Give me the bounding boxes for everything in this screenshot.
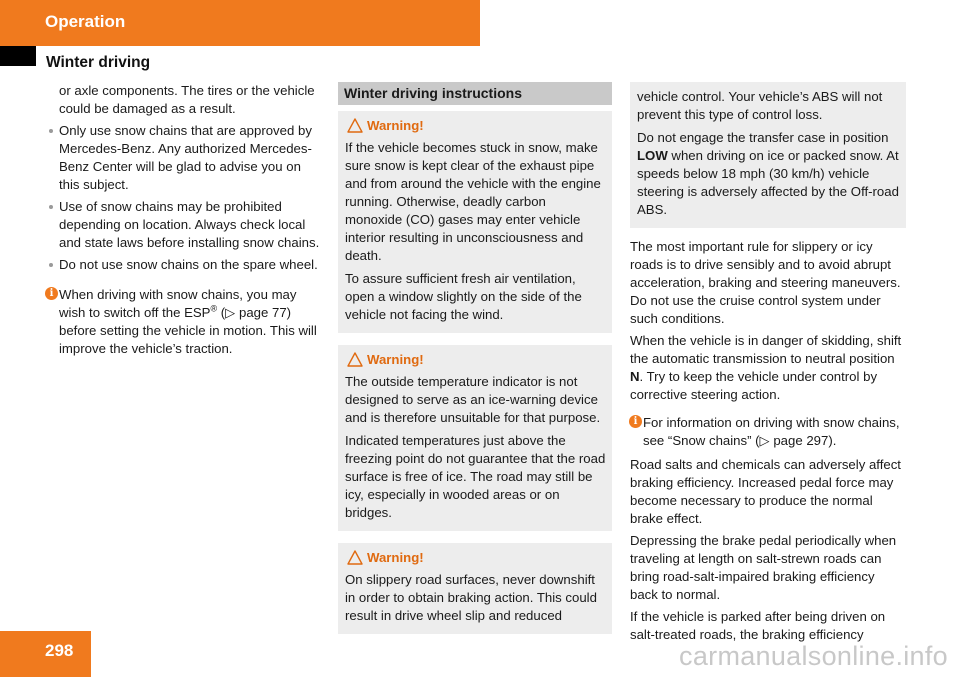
- section-title: Operation: [45, 12, 126, 31]
- warning-box: [338, 111, 612, 333]
- warning-paragraph: If the vehicle becomes stuck in snow, make sure snow is kept clear of the exhaust pipe and from around the vehicle with the engine running. Otherwise, deadly carbon monoxide (CO) gases may enter vehicle interior resulting in unconsciousness and death.: [345, 140, 601, 263]
- bullet-item: Use of snow chains may be prohibited depending on location. Always check local and state laws before installing snow chains.: [46, 198, 322, 252]
- body-paragraph: If the vehicle is parked after being driven on salt-treated roads, the braking efficiency: [630, 609, 886, 642]
- column-middle: [338, 82, 612, 634]
- box-text: Do not engage the transfer case in position: [637, 130, 889, 145]
- body-text: . Try to keep the vehicle under control by corrective steering action.: [630, 369, 878, 402]
- warning-title: Warning!: [367, 118, 424, 133]
- page-subtitle: Winter driving: [46, 54, 151, 71]
- warning-heading: [345, 351, 606, 369]
- body-paragraph: Road salts and chemicals can adversely affect braking efficiency. Increased pedal force may become necessary to produce the normal brake effect.: [630, 457, 901, 526]
- info-note: [630, 414, 906, 450]
- warning-paragraph: The outside temperature indicator is not designed to serve as an ice-warning device and is therefore unsuitable for that purpose.: [345, 374, 601, 425]
- gear-position-low: LOW: [637, 148, 668, 163]
- warning-continued-box: [630, 82, 906, 228]
- info-icon: i: [629, 415, 642, 428]
- bullet-item: Do not use snow chains on the spare wheel.: [46, 256, 322, 274]
- continued-text: or axle components. The tires or the vehicle could be damaged as a result.: [59, 83, 315, 116]
- body-paragraph: [630, 332, 906, 404]
- warning-paragraph: To assure sufficient fresh air ventilation, open a window slightly on the side of the vehicle not facing the wind.: [345, 271, 582, 322]
- body-text: When the vehicle is in danger of skidding, shift the automatic transmission to neutral position: [630, 333, 902, 366]
- registered-mark: ®: [210, 303, 218, 314]
- section-tab-marker: [0, 46, 36, 66]
- note-text-end: before setting the vehicle in motion. This will improve the vehicle’s traction.: [59, 323, 317, 356]
- box-paragraph: [637, 129, 900, 219]
- body-paragraph: The most important rule for slippery or icy roads is to drive sensibly and to avoid abrupt acceleration, braking and steering maneuvers. Do not use the cruise control system under such conditions.: [630, 239, 901, 326]
- watermark: carmanualsonline.info: [679, 641, 948, 671]
- page-reference-link[interactable]: (▷ page 77): [217, 305, 292, 320]
- gear-position-n: N: [630, 369, 640, 384]
- warning-title: Warning!: [367, 352, 424, 367]
- page-number: 298: [45, 641, 74, 660]
- note-text: When driving with snow chains, you may wish to switch off the ESP: [59, 287, 297, 320]
- warning-triangle-icon: [347, 352, 363, 367]
- info-icon: i: [45, 287, 58, 300]
- bullet-item: Only use snow chains that are approved by Mercedes-Benz. Any authorized Mercedes-Benz Center will be glad to advise you on this subject.: [46, 122, 322, 194]
- column-left: [46, 82, 322, 358]
- warning-paragraph: On slippery road surfaces, never downshift in order to obtain braking action. This could result in drive wheel slip and reduced: [345, 572, 597, 623]
- warning-heading: [345, 549, 606, 567]
- warning-title: Warning!: [367, 550, 424, 565]
- warning-box: [338, 543, 612, 634]
- warning-triangle-icon: [347, 550, 363, 565]
- note-text: For information on driving with snow chains, see “Snow chains” (▷ page 297).: [643, 415, 900, 448]
- warning-triangle-icon: [347, 118, 363, 133]
- warning-heading: [345, 117, 606, 135]
- column-right: [630, 82, 906, 648]
- warning-paragraph: Indicated temperatures just above the freezing point do not guarantee that the road surface is free of ice. The road may still be icy, especially in wooded areas or on bridges.: [345, 433, 606, 520]
- warning-box: [338, 345, 612, 531]
- box-text: when driving on ice or packed snow. At speeds below 18 mph (30 km/h) vehicle steering is adversely affected by the Off-road ABS.: [637, 148, 899, 217]
- body-paragraph: Depressing the brake pedal periodically when traveling at length on salt-strewn roads can bring road-salt-impaired braking efficiency back to normal.: [630, 533, 897, 602]
- section-heading: Winter driving instructions: [338, 82, 612, 105]
- box-paragraph: vehicle control. Your vehicle’s ABS will not prevent this type of control loss.: [637, 89, 883, 122]
- info-note: [46, 286, 322, 358]
